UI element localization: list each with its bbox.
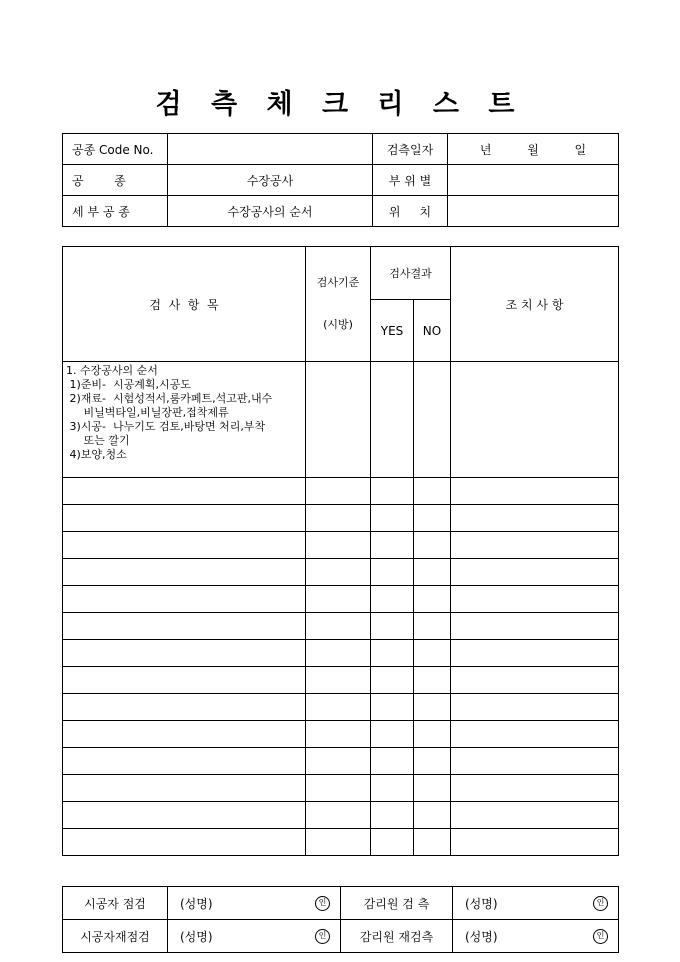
empty-cell [451, 586, 619, 613]
empty-cell [371, 829, 414, 856]
constructor-recheck-name-cell [168, 920, 341, 953]
empty-cell [371, 532, 414, 559]
date-parts [448, 141, 618, 158]
empty-cell [451, 802, 619, 829]
empty-cell [451, 748, 619, 775]
header-row-worktype [63, 165, 619, 196]
empty-row [63, 721, 619, 748]
empty-cell [451, 478, 619, 505]
empty-row [63, 532, 619, 559]
date-year-label: 년 [479, 142, 492, 157]
supervisor-recheck-name-label: (성명) [465, 929, 498, 944]
inspection-table-header [63, 247, 619, 478]
col-header-action: 조 치 사 항 [451, 247, 619, 362]
empty-cell [371, 775, 414, 802]
supervisor-check-label: 감리원 검 측 [341, 887, 453, 920]
empty-cell [414, 559, 451, 586]
empty-cell [306, 586, 371, 613]
supervisor-recheck-label: 감리원 재검측 [341, 920, 453, 953]
empty-cell [371, 505, 414, 532]
empty-cell [63, 640, 306, 667]
empty-row [63, 478, 619, 505]
empty-cell [451, 640, 619, 667]
signature-row-check [63, 887, 619, 920]
empty-row [63, 694, 619, 721]
empty-cell [414, 748, 451, 775]
empty-cell [371, 802, 414, 829]
empty-cell [451, 532, 619, 559]
inspection-item-line: 1. 수장공사의 순서 [66, 364, 158, 377]
empty-cell [451, 505, 619, 532]
empty-cell [63, 694, 306, 721]
empty-row [63, 640, 619, 667]
empty-cell [306, 667, 371, 694]
empty-cell [371, 721, 414, 748]
empty-cell [451, 775, 619, 802]
constructor-recheck-label: 시공자재점검 [63, 920, 168, 953]
empty-cell [63, 829, 306, 856]
stamp-icon: 인 [315, 896, 330, 911]
inspection-items [63, 362, 306, 478]
empty-cell [63, 802, 306, 829]
stamp-icon: 인 [593, 929, 608, 944]
detail-work-label: 세 부 공 종 [63, 196, 168, 227]
empty-cell [371, 667, 414, 694]
action-cell [451, 362, 619, 478]
empty-cell [451, 559, 619, 586]
header-row-detail [63, 196, 619, 227]
empty-cell [451, 694, 619, 721]
empty-cell [306, 694, 371, 721]
empty-cell [414, 586, 451, 613]
empty-row [63, 775, 619, 802]
empty-cell [414, 829, 451, 856]
supervisor-check-name-label: (성명) [465, 896, 498, 911]
empty-rows [63, 478, 619, 856]
work-code-value [168, 134, 373, 165]
col-header-no: NO [414, 300, 451, 362]
supervisor-recheck-name-cell [453, 920, 619, 953]
empty-cell [63, 721, 306, 748]
col-header-standard [306, 247, 371, 362]
col-header-item: 검 사 항 목 [63, 247, 306, 362]
empty-cell [371, 613, 414, 640]
part-label: 부 위 별 [373, 165, 448, 196]
empty-cell [371, 640, 414, 667]
empty-cell [306, 532, 371, 559]
empty-cell [414, 721, 451, 748]
empty-row [63, 829, 619, 856]
stamp-icon: 인 [593, 896, 608, 911]
inspection-item-line: 3)시공- 나누기도 검토,바탕면 처리,부착 [66, 420, 266, 433]
empty-cell [306, 775, 371, 802]
inspection-date-label: 검측일자 [373, 134, 448, 165]
empty-cell [414, 532, 451, 559]
header-info-table [62, 133, 619, 227]
empty-cell [414, 640, 451, 667]
empty-cell [306, 478, 371, 505]
empty-cell [306, 802, 371, 829]
empty-row [63, 559, 619, 586]
work-type-value: 수장공사 [168, 165, 373, 196]
empty-row [63, 667, 619, 694]
empty-cell [414, 478, 451, 505]
signature-row-recheck [63, 920, 619, 953]
empty-cell [306, 748, 371, 775]
location-value [448, 196, 619, 227]
date-month-label: 월 [527, 142, 539, 157]
empty-cell [306, 829, 371, 856]
empty-cell [63, 613, 306, 640]
location-label: 위 치 [373, 196, 448, 227]
empty-row [63, 505, 619, 532]
empty-cell [306, 505, 371, 532]
empty-row [63, 586, 619, 613]
empty-cell [414, 667, 451, 694]
empty-cell [371, 559, 414, 586]
empty-cell [63, 505, 306, 532]
empty-cell [371, 478, 414, 505]
stamp-icon: 인 [315, 929, 330, 944]
empty-cell [451, 613, 619, 640]
inspection-item-line: 비닐벽타일,비닐장판,접착제류 [66, 406, 229, 419]
empty-cell [63, 559, 306, 586]
empty-row [63, 802, 619, 829]
inspection-table [62, 246, 619, 856]
no-cell [414, 362, 451, 478]
empty-cell [414, 802, 451, 829]
empty-cell [414, 505, 451, 532]
work-code-label: 공종 Code No. [63, 134, 168, 165]
col-header-standard-line2: (시방) [323, 318, 353, 331]
empty-cell [306, 559, 371, 586]
part-value [448, 165, 619, 196]
empty-cell [63, 478, 306, 505]
yes-cell [371, 362, 414, 478]
constructor-check-name-label: (성명) [180, 896, 213, 911]
empty-cell [414, 694, 451, 721]
empty-cell [371, 694, 414, 721]
col-header-standard-line1: 검사기준 [316, 276, 360, 289]
header-row-code [63, 134, 619, 165]
col-header-yes: YES [371, 300, 414, 362]
inspection-item-line: 또는 깔기 [66, 434, 130, 447]
empty-row [63, 748, 619, 775]
supervisor-check-name-cell [453, 887, 619, 920]
empty-cell [63, 748, 306, 775]
empty-cell [414, 775, 451, 802]
empty-cell [371, 586, 414, 613]
empty-cell [451, 667, 619, 694]
inspection-item-line: 4)보양,청소 [66, 448, 127, 461]
empty-cell [63, 586, 306, 613]
empty-cell [451, 721, 619, 748]
empty-cell [63, 667, 306, 694]
empty-cell [451, 829, 619, 856]
standard-cell [306, 362, 371, 478]
constructor-check-name-cell [168, 887, 341, 920]
empty-cell [306, 613, 371, 640]
inspection-item-line: 2)재료- 시험성적서,룸카페트,석고판,내수 [66, 392, 273, 405]
detail-work-value: 수장공사의 순서 [168, 196, 373, 227]
col-header-result: 검사결과 [371, 247, 451, 300]
empty-cell [306, 721, 371, 748]
empty-cell [63, 532, 306, 559]
empty-cell [63, 775, 306, 802]
inspection-content-row [63, 362, 619, 478]
work-type-label: 공 종 [63, 165, 168, 196]
inspection-date-value [448, 134, 619, 165]
constructor-recheck-name-label: (성명) [180, 929, 213, 944]
empty-cell [306, 640, 371, 667]
date-day-label: 일 [574, 142, 587, 157]
signature-table [62, 886, 619, 953]
inspection-item-line: 1)준비- 시공계획,시공도 [66, 378, 191, 391]
column-header-row [63, 247, 619, 300]
empty-cell [371, 748, 414, 775]
empty-row [63, 613, 619, 640]
page-title: 검 측 체 크 리 스 트 [155, 89, 525, 120]
empty-cell [414, 613, 451, 640]
constructor-check-label: 시공자 점검 [63, 887, 168, 920]
